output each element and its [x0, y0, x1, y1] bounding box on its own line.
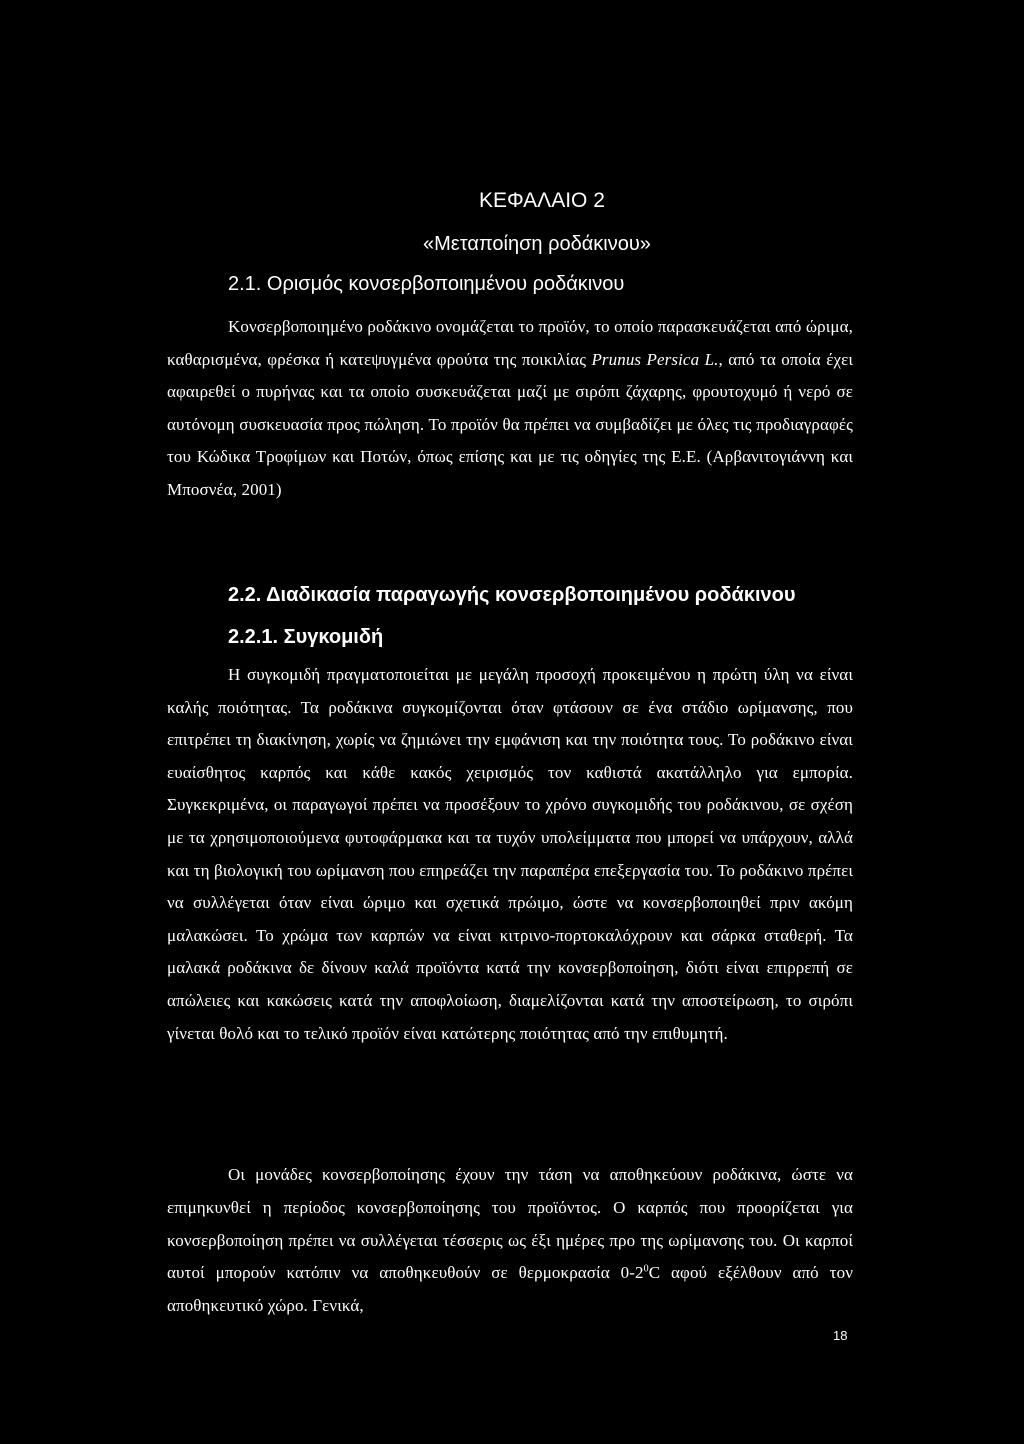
section-2-2-1-paragraph-2 — [167, 1159, 853, 1323]
section-2-2-1-paragraph-1: Η συγκομιδή πραγματοποιείται με μεγάλη προσοχή προκειμένου η πρώτη ύλη να είναι καλής ποιότητας. Τα ροδάκινα συγκομίζονται όταν φτάσουν σε ένα στάδιο ωρίμανσης, που επιτρέπει τη διακίνηση, χωρίς να ζημιώνει την εμφάνιση και την ποιότητα τους. Το ροδάκινο είναι ευαίσθητος καρπός και κάθε κακός χειρισμός τον καθιστά ακατάλληλο για εμπορία. Συγκεκριμένα, οι παραγωγοί πρέπει να προσέξουν το χρόνο συγκομιδής του ροδάκινου, σε σχέση με τα χρησιμοποιούμενα φυτοφάρμακα και τα τυχόν υπολείμματα που μπορεί να υπάρχουν, αλλά και τη βιολογική του ωρίμανση που επηρεάζει την παραπέρα επεξεργασία του. Το ροδάκινο πρέπει να συλλέγεται όταν είναι ώριμο και σχετικά πρώιμο, ώστε να κονσερβοποιηθεί πριν ακόμη μαλακώσει. Το χρώμα των καρπών να είναι κιτρινο-πορτοκαλόχρουν και σάρκα σταθερή. Τα μαλακά ροδάκινα δε δίνουν καλά προϊόντα κατά την κονσερβοποίηση, διότι είναι επιρρεπή σε απώλειες και κακώσεις κατά την αποφλοίωση, διαμελίζονται κατά την αποστείρωση, το σιρόπι γίνεται θολό και το τελικό προϊόν είναι κατώτερης ποιότητας από την επιθυμητή. — [167, 665, 853, 1043]
paragraph-text: , από τα οποία έχει αφαιρεθεί ο πυρήνας και τα οποίο συσκευάζεται μαζί με σιρόπι ζάχαρης, φρουτοχυμό ή νερό σε αυτόνομη συσκευασία προς πώληση. Το προϊόν θα πρέπει να συμβαδίζει με όλες τις προδιαγραφές του Κώδικα Τροφίμων και Ποτών, όπως επίσης και με τις οδηγίες της Ε.Ε. (Αρβανιτογιάννη και Μποσνέα, 2001) — [167, 349, 854, 499]
chapter-title: «Μεταποίηση ροδάκινου» — [423, 233, 651, 255]
paragraph-text: Κονσερβοποιημένο ροδάκινο ονομάζεται το προϊόν, το οποίο παρασκευάζεται από ώριμα, καθαρισμένα, φρέσκα ή κατεψυγμένα φρούτα της ποικιλίας — [167, 317, 853, 369]
section-2-2-1-heading: 2.2.1. Συγκομιδή — [228, 626, 384, 648]
section-2-2-heading: 2.2. Διαδικασία παραγωγής κονσερβοποιημένου ροδάκινου — [228, 584, 796, 606]
chapter-label: ΚΕΦΑΛΑΙΟ 2 — [479, 189, 605, 212]
section-2-1-heading: 2.1. Ορισμός κονσερβοποιημένου ροδάκινου — [228, 273, 625, 295]
page-number: 18 — [833, 1328, 848, 1343]
paragraph-text: Οι μονάδες κονσερβοποίησης έχουν την τάση να αποθηκεύουν ροδάκινα, ώστε να επιμηκυνθεί η περίοδος κονσερβοποίησης του προϊόντος. Ο καρπός που προορίζεται για κονσερβοποίηση πρέπει να συλλέγεται τέσσερις ως έξι ημέρες προ της ωρίμανσης του. Οι καρποί αυτοί μπορούν κατόπιν να αποθηκευθούν σε θερμοκρασία 0-2 — [167, 1165, 853, 1283]
section-2-1-paragraph — [167, 311, 853, 507]
degree-superscript: 0 — [643, 1263, 649, 1275]
paragraph-text: C αφού εξέλθουν από τον αποθηκευτικό χώρο. Γενικά, — [167, 1263, 853, 1316]
species-name: Prunus Persica L. — [591, 349, 719, 369]
